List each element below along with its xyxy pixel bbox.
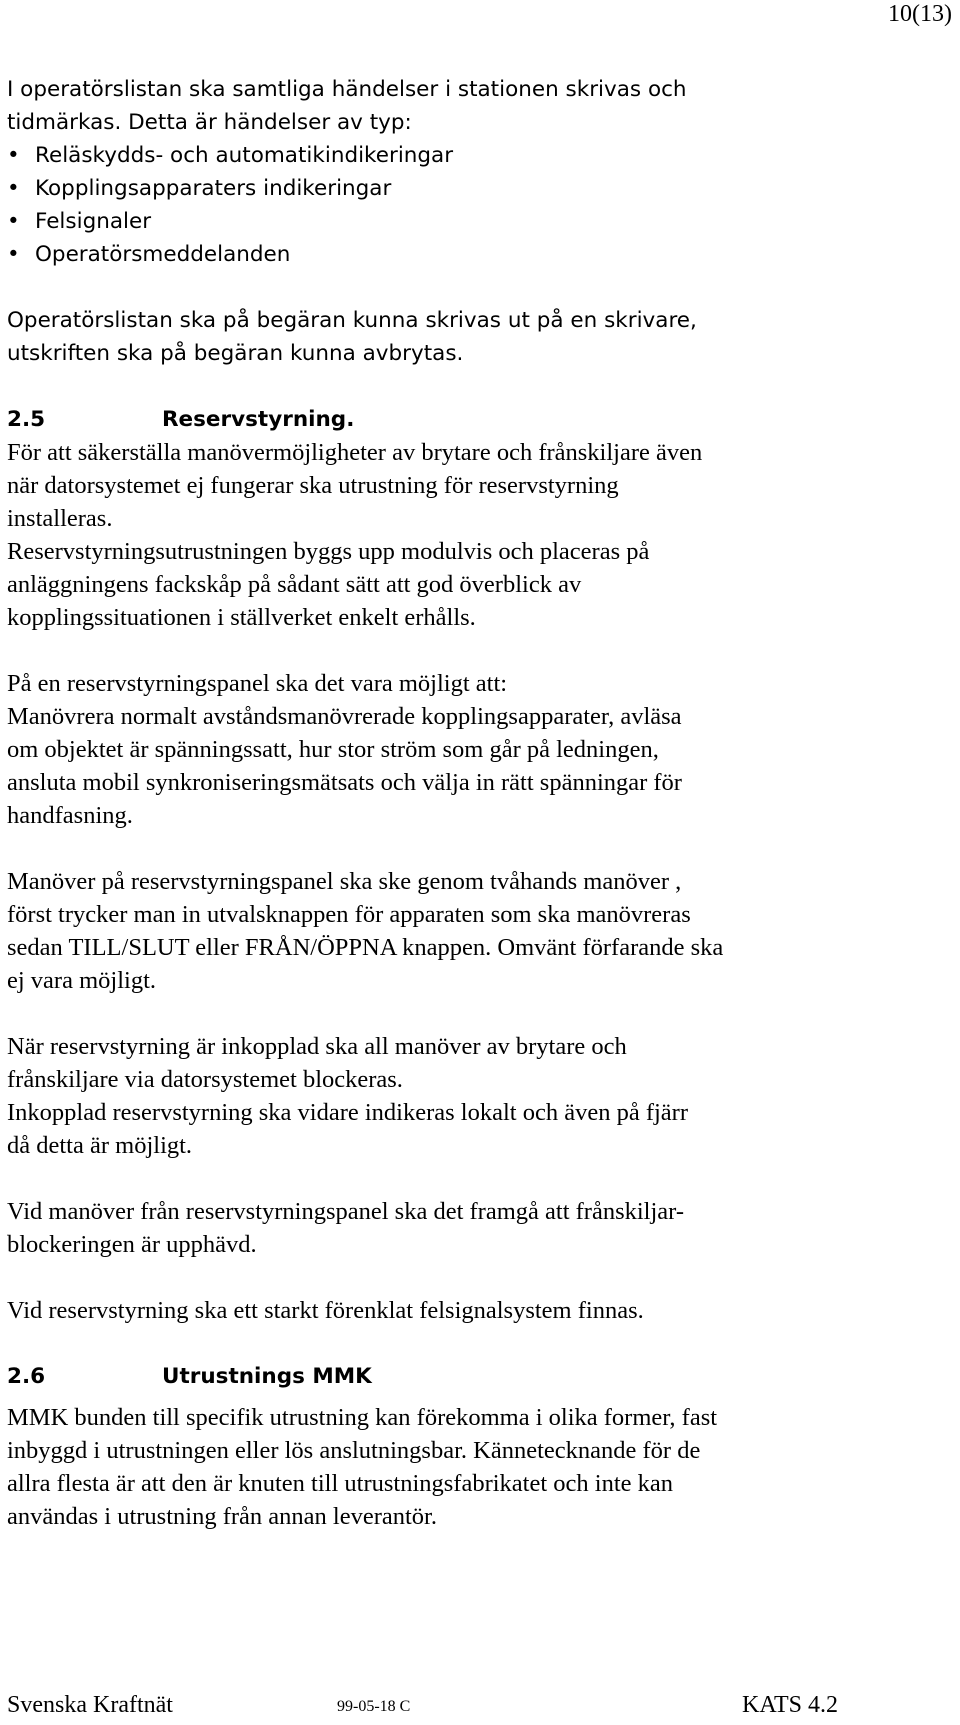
list-item: • Operatörsmeddelanden — [7, 238, 952, 271]
text-line: användas i utrustning från annan leverantör. — [7, 1503, 437, 1530]
text-line: handfasning. — [7, 802, 133, 829]
text-line: I operatörslistan ska samtliga händelser i stationen skrivas och — [7, 77, 687, 102]
text-line: utskriften ska på begäran kunna avbrytas. — [7, 341, 464, 366]
event-type-list — [7, 139, 952, 271]
section-number: 2.6 — [7, 1364, 46, 1389]
text-line: Vid manöver från reservstyrningspanel ska det framgå att frånskiljar- — [7, 1198, 684, 1225]
text-line: Manöver på reservstyrningspanel ska ske genom tvåhands manöver , — [7, 868, 682, 895]
text-line: sedan TILL/SLUT eller FRÅN/ÖPPNA knappen. Omvänt förfarande ska — [7, 934, 724, 961]
footer-doc-id: KATS 4.2 — [742, 1692, 839, 1718]
section-title: Reservstyrning. — [162, 407, 355, 432]
text-line: när datorsystemet ej fungerar ska utrustning för reservstyrning — [7, 472, 619, 499]
list-item: • Reläskydds- och automatikindikeringar — [7, 139, 952, 172]
text-line: ansluta mobil synkroniseringsmätsats och välja in rätt spänningar för — [7, 769, 682, 796]
text-line: allra flesta är att den är knuten till utrustningsfabrikatet och inte kan — [7, 1470, 674, 1497]
text-line: anläggningens fackskåp på sådant sätt att god överblick av — [7, 571, 582, 598]
text-line: inbyggd i utrustningen eller lös anslutningsbar. Kännetecknande för de — [7, 1437, 701, 1464]
text-line: kopplingssituationen i ställverket enkelt erhålls. — [7, 604, 476, 631]
bullet-icon: • — [7, 176, 20, 201]
list-item: • Felsignaler — [7, 205, 952, 238]
text-line: Manövrera normalt avståndsmanövrerade kopplingsapparater, avläsa — [7, 703, 682, 730]
bullet-icon: • — [7, 242, 20, 267]
text-line: installeras. — [7, 505, 113, 532]
text-line: På en reservstyrningspanel ska det vara möjligt att: — [7, 670, 508, 697]
section-heading-2-5 — [7, 403, 952, 436]
intro-paragraph — [7, 73, 952, 370]
bullet-icon: • — [7, 209, 20, 234]
text-line: För att säkerställa manövermöjligheter av brytare och frånskiljare även — [7, 439, 703, 466]
document-body — [7, 73, 952, 1533]
list-item: • Kopplingsapparaters indikeringar — [7, 172, 952, 205]
section-title: Utrustnings MMK — [162, 1364, 372, 1389]
text-line: Vid reservstyrning ska ett starkt förenklat felsignalsystem finnas. — [7, 1297, 644, 1324]
text-line: När reservstyrning är inkopplad ska all manöver av brytare och — [7, 1033, 627, 1060]
text-line: då detta är möjligt. — [7, 1132, 193, 1159]
text-line: Operatörslistan ska på begäran kunna skrivas ut på en skrivare, — [7, 308, 697, 333]
page-footer — [7, 1690, 952, 1725]
text-line: först trycker man in utvalsknappen för apparaten som ska manövreras — [7, 901, 691, 928]
text-line: blockeringen är upphävd. — [7, 1231, 257, 1258]
text-line: tidmärkas. Detta är händelser av typ: — [7, 110, 412, 135]
text-line: om objektet är spänningssatt, hur stor ström som går på ledningen, — [7, 736, 659, 763]
page-number: 10(13) — [888, 1, 952, 27]
section-heading-2-6 — [7, 1360, 952, 1393]
section-2-5-body — [7, 436, 952, 1327]
text-line: Reservstyrningsutrustningen byggs upp modulvis och placeras på — [7, 538, 650, 565]
text-line: Inkopplad reservstyrning ska vidare indikeras lokalt och även på fjärr — [7, 1099, 688, 1126]
text-line: ej vara möjligt. — [7, 967, 156, 994]
text-line: frånskiljare via datorsystemet blockeras. — [7, 1066, 403, 1093]
bullet-icon: • — [7, 143, 20, 168]
section-2-6-body — [7, 1393, 952, 1533]
footer-date: 99-05-18 C — [337, 1698, 411, 1715]
text-line: MMK bunden till specifik utrustning kan förekomma i olika former, fast — [7, 1404, 718, 1431]
footer-company: Svenska Kraftnät — [7, 1692, 173, 1718]
section-number: 2.5 — [7, 407, 46, 432]
